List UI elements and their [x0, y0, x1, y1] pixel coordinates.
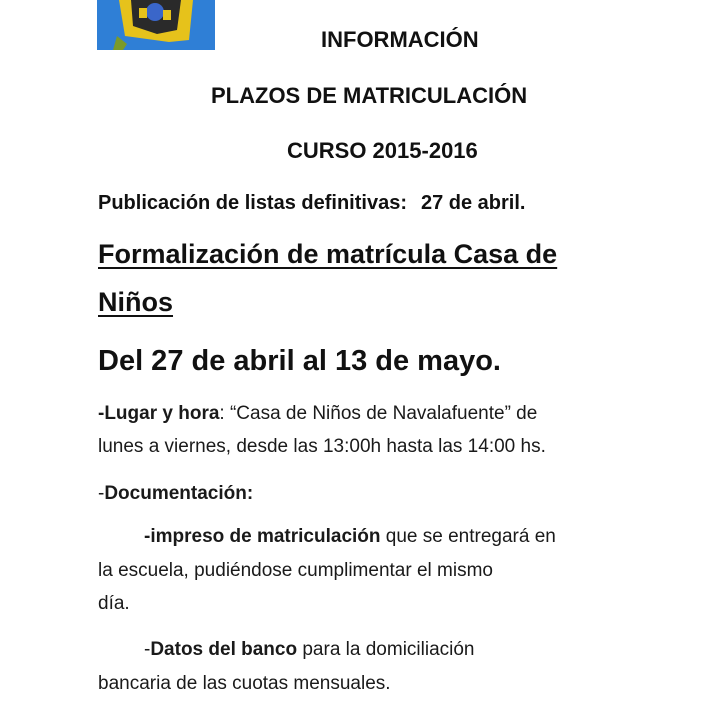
place-line1	[98, 403, 537, 425]
documentation-heading	[98, 483, 253, 505]
info-title: INFORMACIÓN	[321, 27, 479, 52]
doc-item2-prefix: -	[144, 639, 151, 660]
doc-item2-line1	[144, 639, 475, 661]
publication-date: 27 de abril.	[420, 192, 526, 214]
doc-item1-line1	[144, 526, 556, 548]
doc-item1-rest: que se entregará en	[380, 526, 556, 547]
formalization-heading-line1: Formalización de matrícula Casa de	[98, 239, 558, 269]
place-label: -Lugar y hora	[98, 403, 220, 424]
course-title: CURSO 2015-2016	[287, 138, 478, 163]
publication-line	[98, 192, 525, 215]
formalization-heading-line2: Niños	[98, 287, 174, 317]
school-logo-icon	[97, 0, 215, 50]
doc-item2-line2: bancaria de las cuotas mensuales.	[98, 673, 391, 694]
doc-item2-bold: Datos del banco	[150, 639, 298, 660]
documentation-prefix: -	[98, 483, 105, 504]
place-text1: : “Casa de Niños de Navalafuente” de	[219, 403, 538, 424]
doc-item1-bold: -impreso de matriculación	[144, 526, 381, 547]
enrollment-deadlines-title: PLAZOS DE MATRICULACIÓN	[211, 83, 528, 108]
enrollment-dates: Del 27 de abril al 13 de mayo.	[98, 345, 501, 377]
documentation-label: Documentación:	[104, 483, 254, 504]
doc-item2-rest: para la domiciliación	[297, 639, 475, 660]
publication-label: Publicación de listas definitivas:	[98, 192, 407, 214]
place-line2: lunes a viernes, desde las 13:00h hasta las 14:00 hs.	[98, 436, 546, 457]
doc-item1-line3: día.	[98, 593, 130, 614]
doc-item1-line2: la escuela, pudiéndose cumplimentar el mismo	[98, 560, 493, 581]
